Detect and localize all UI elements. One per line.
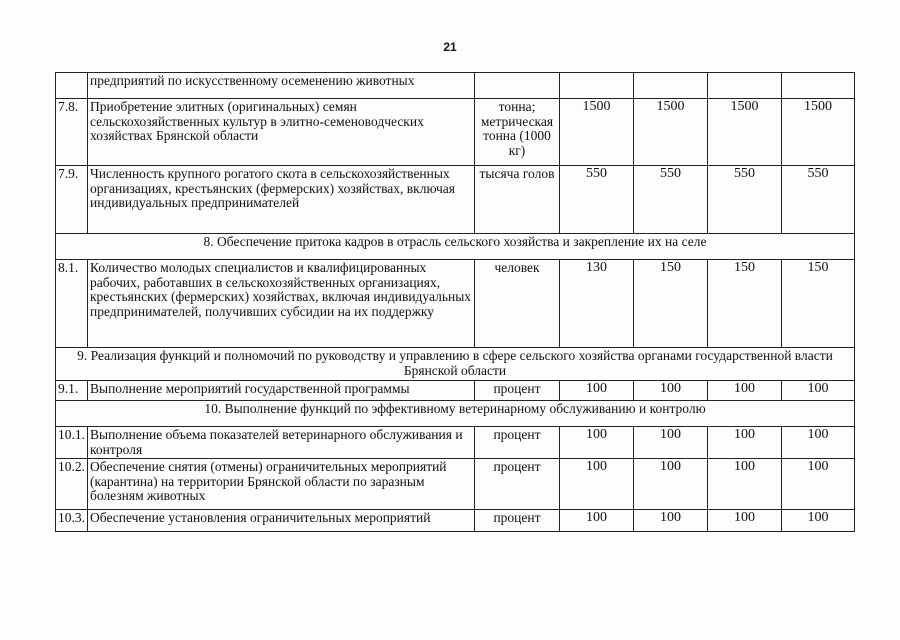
value-cell-3 (708, 73, 782, 99)
table-row (56, 99, 855, 166)
indicator-name-cell: Численность крупного рогатого скота в сельскохозяйственных организациях, крестьянских (фермерских) хозяйствах, включая индивидуальных предпринимателей (88, 166, 475, 234)
value-cell-2: 150 (634, 260, 708, 348)
indicator-name-cell: Выполнение объема показателей ветеринарного обслуживания и контроля (88, 427, 475, 459)
value-cell-1: 550 (560, 166, 634, 234)
section-row (56, 401, 855, 427)
item-number-cell: 10.2. (56, 459, 88, 510)
table-row (56, 73, 855, 99)
indicator-name-cell: Обеспечение снятия (отмены) ограничительных мероприятий (карантина) на территории Брянской области по заразным болезням животных (88, 459, 475, 510)
indicators-table (55, 72, 855, 532)
value-cell-2: 100 (634, 459, 708, 510)
value-cell-4: 550 (782, 166, 855, 234)
section-title: 9. Реализация функций и полномочий по руководству и управлению в сфере сельского хозяйства органами государственной власти Брянской области (56, 348, 855, 381)
unit-cell: человек (475, 260, 560, 348)
value-cell-1: 1500 (560, 99, 634, 166)
value-cell-1 (560, 73, 634, 99)
value-cell-2: 100 (634, 427, 708, 459)
table-row (56, 510, 855, 532)
value-cell-2: 100 (634, 381, 708, 401)
value-cell-2: 550 (634, 166, 708, 234)
page-number: 21 (443, 40, 457, 54)
item-number-cell: 10.1. (56, 427, 88, 459)
indicator-name-cell: Обеспечение установления ограничительных мероприятий (88, 510, 475, 532)
value-cell-3: 150 (708, 260, 782, 348)
value-cell-1: 100 (560, 459, 634, 510)
indicator-name-cell: Выполнение мероприятий государственной программы (88, 381, 475, 401)
value-cell-4: 100 (782, 510, 855, 532)
unit-cell: тысяча голов (475, 166, 560, 234)
section-title: 10. Выполнение функций по эффективному ветеринарному обслуживанию и контролю (56, 401, 855, 427)
section-row (56, 348, 855, 381)
item-number-cell (56, 73, 88, 99)
table-row (56, 459, 855, 510)
value-cell-3: 1500 (708, 99, 782, 166)
value-cell-3: 550 (708, 166, 782, 234)
unit-cell (475, 73, 560, 99)
value-cell-2 (634, 73, 708, 99)
indicator-name-cell: Количество молодых специалистов и квалифицированных рабочих, работавших в сельскохозяйственных организациях, крестьянских (фермерских) хозяйствах, включая индивидуальных предпринимателей, получивших субсидии на их поддержку (88, 260, 475, 348)
unit-cell: процент (475, 459, 560, 510)
value-cell-4: 1500 (782, 99, 855, 166)
value-cell-4: 100 (782, 381, 855, 401)
value-cell-4: 100 (782, 459, 855, 510)
indicator-name-cell: Приобретение элитных (оригинальных) семян сельскохозяйственных культур в элитно-семеноводческих хозяйствах Брянской области (88, 99, 475, 166)
value-cell-4: 100 (782, 427, 855, 459)
value-cell-3: 100 (708, 510, 782, 532)
table-row (56, 166, 855, 234)
table-row (56, 427, 855, 459)
value-cell-4 (782, 73, 855, 99)
table-row (56, 260, 855, 348)
value-cell-1: 100 (560, 510, 634, 532)
section-row (56, 234, 855, 260)
section-title: 8. Обеспечение притока кадров в отрасль сельского хозяйства и закрепление их на селе (56, 234, 855, 260)
item-number-cell: 7.8. (56, 99, 88, 166)
value-cell-2: 1500 (634, 99, 708, 166)
indicator-name-cell: предприятий по искусственному осеменению животных (88, 73, 475, 99)
value-cell-3: 100 (708, 459, 782, 510)
table-body (56, 73, 855, 532)
value-cell-1: 100 (560, 381, 634, 401)
value-cell-1: 130 (560, 260, 634, 348)
value-cell-3: 100 (708, 381, 782, 401)
table-row (56, 381, 855, 401)
item-number-cell: 7.9. (56, 166, 88, 234)
item-number-cell: 10.3. (56, 510, 88, 532)
unit-cell: процент (475, 510, 560, 532)
value-cell-4: 150 (782, 260, 855, 348)
unit-cell: тонна; метрическая тонна (1000 кг) (475, 99, 560, 166)
item-number-cell: 9.1. (56, 381, 88, 401)
unit-cell: процент (475, 427, 560, 459)
item-number-cell: 8.1. (56, 260, 88, 348)
value-cell-3: 100 (708, 427, 782, 459)
value-cell-2: 100 (634, 510, 708, 532)
value-cell-1: 100 (560, 427, 634, 459)
unit-cell: процент (475, 381, 560, 401)
